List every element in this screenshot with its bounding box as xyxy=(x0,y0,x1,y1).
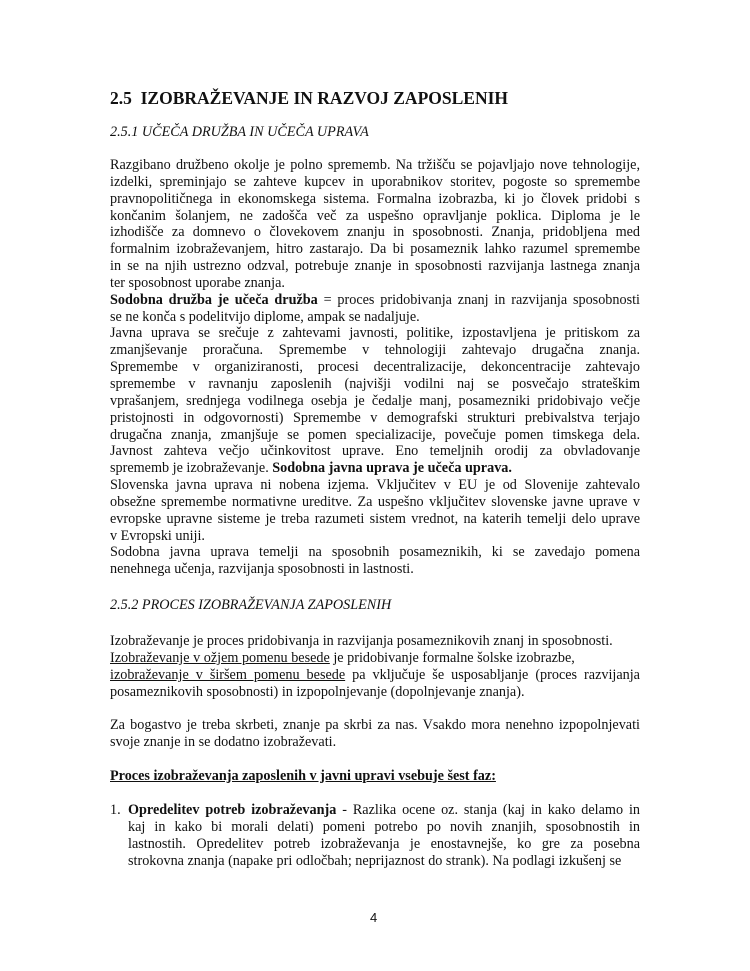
page-number: 4 xyxy=(370,910,378,925)
text-line xyxy=(110,460,640,477)
underlined-text: izobraževanje v širšem pomenu besede xyxy=(110,666,346,683)
text-line: posameznikovih sposobnosti) in izpopolnjevanje (dopolnjevanje znanja). xyxy=(110,683,525,700)
text-line: izhodišče za domnevo o človekovem znanju in sposobnosti. Znanja, pridobljena med xyxy=(110,224,640,241)
text-line xyxy=(128,802,640,819)
bold-text: Opredelitev potreb izobraževanja xyxy=(128,802,337,818)
text-line: Slovenska javna uprava ni nobena izjema. Vključitev v EU je od Slovenije zahtevalo xyxy=(110,477,640,494)
text-line: pravnopolitičnega in ekonomskega sistema. Formalna izobrazba, ki jo človek pridobi s xyxy=(110,190,640,207)
text-line: evropske upravne sisteme je treba razumeti sistem vrednot, na katerih temelji delo uprave xyxy=(110,510,640,527)
text-line: Za bogastvo je treba skrbeti, znanje pa skrbi za nas. Vsakdo mora nenehno izpopolnjevati xyxy=(110,717,640,733)
text-line: obsežne spremembe normativne ureditve. Za uspešno vključitev slovenske javne uprave v xyxy=(110,493,640,510)
list-item-1 xyxy=(128,802,640,869)
text-segment: pa vključuje še usposabljanje (proces razvijanja xyxy=(345,666,640,683)
list-number: 1. xyxy=(110,802,121,818)
text-line: izdelki, spreminjajo se zahteve kupcev in uporabnikov storitev, pogoste so spremembe xyxy=(110,173,640,190)
phases-heading-block xyxy=(110,768,640,785)
text-line: strokovna znanja (napake pri odločbah; neprijaznost do strank). Na podlagi izkušenj se xyxy=(128,852,622,869)
bold-text: Sodobna javna uprava je učeča uprava. xyxy=(272,460,512,477)
text-line: in se na njih ustrezno odzval, potrebuje znanje in sposobnosti razvijanja lastnega znanja xyxy=(110,258,640,275)
text-line: kaj in kako bi morali delati) pomeni potrebo po novih znanjih, sposobnostih in xyxy=(128,818,640,835)
quote-paragraph xyxy=(110,717,640,751)
text-line: zmanjševanje proračuna. Spremembe v tehnologiji zahtevajo drugačna znanja. xyxy=(110,342,640,359)
text-segment: - Razlika ocene oz. stanja (kaj in kako delamo in xyxy=(336,802,640,818)
text-line: Sodobna javna uprava temelji na sposobnih posameznikih, ki se zavedajo pomena xyxy=(110,544,640,561)
text-line: Javna uprava se srečuje z zahtevami javnosti, politike, izpostavljena je pritiskom za xyxy=(110,325,640,342)
text-line: formalnim izobraževanjem, hitro zastarajo. Da bi posameznik lahko razumel spremembe xyxy=(110,241,640,258)
text-segment: je pridobivanje formalne šolske izobrazbe, xyxy=(329,649,575,666)
text-segment: = proces pridobivanja znanj in razvijanja sposobnosti xyxy=(317,291,640,308)
underlined-text: Izobraževanje v ožjem pomenu besede xyxy=(110,649,330,666)
text-line: lastnostih. Opredelitev potreb izobraževanja je enostavnejše, ko gre za posebna xyxy=(128,835,640,852)
text-line: Spremembe v organiziranosti, procesi decentralizacije, dekoncentracije zahtevajo xyxy=(110,359,640,376)
text-line: v Evropski uniji. xyxy=(110,527,205,544)
text-line: ter sposobnost uporabe znanja. xyxy=(110,274,285,291)
text-line: vprašanjem, srednjega vodilnega osebja je čedalje manj, posamezniki pridobivajo večje xyxy=(110,392,640,409)
section-heading: 2.5 IZOBRAŽEVANJE IN RAZVOJ ZAPOSLENIH xyxy=(110,88,509,108)
subsection-title-2-5-1: 2.5.1 UČEČA DRUŽBA IN UČEČA UPRAVA xyxy=(110,124,369,140)
bold-text: Sodobna družba je učeča družba xyxy=(110,291,318,308)
text-line: svoje znanje in se dodatno izobraževati. xyxy=(110,733,337,750)
text-line: pristojnosti in odgovornosti) Spremembe v demografski strukturi prebivalstva terjajo xyxy=(110,409,640,426)
phases-heading: Proces izobraževanja zaposlenih v javni upravi vsebuje šest faz: xyxy=(110,768,496,784)
text-line: drugačna znanja, zmanjšuje se pomen specializacije, povečuje pomen timskega dela. xyxy=(110,426,640,443)
text-line: spremembe v ravnanju zaposlenih (najvišji vodilni naj se posvečajo strateškim xyxy=(110,375,640,392)
text-line: se ne konča s podelitvijo diplome, ampak se nadaljuje. xyxy=(110,308,420,325)
section-2-5-1-body xyxy=(110,157,640,578)
definition-paragraph xyxy=(110,633,640,700)
text-line xyxy=(110,650,640,667)
text-line: Razgibano družbeno okolje je polno sprememb. Na tržišču se pojavljajo nove tehnologije, xyxy=(110,157,640,173)
text-line: Izobraževanje je proces pridobivanja in razvijanja posameznikovih znanj in sposobnosti. xyxy=(110,633,613,649)
text-line xyxy=(110,292,640,309)
text-line xyxy=(110,667,640,684)
text-line: končanim šolanjem, ne zadošča več za uspešno opravljanje poklica. Diploma je le xyxy=(110,207,640,224)
text-line: Javnost zahteva večjo učinkovitost uprave. Eno temeljnih orodij za obvladovanje xyxy=(110,443,640,460)
text-line: nenehnega učenja, razvijanja sposobnosti in lastnosti. xyxy=(110,561,414,578)
subsection-title-2-5-2: 2.5.2 PROCES IZOBRAŽEVANJA ZAPOSLENIH xyxy=(110,597,392,613)
text-segment: sprememb je izobraževanje. xyxy=(110,460,273,477)
